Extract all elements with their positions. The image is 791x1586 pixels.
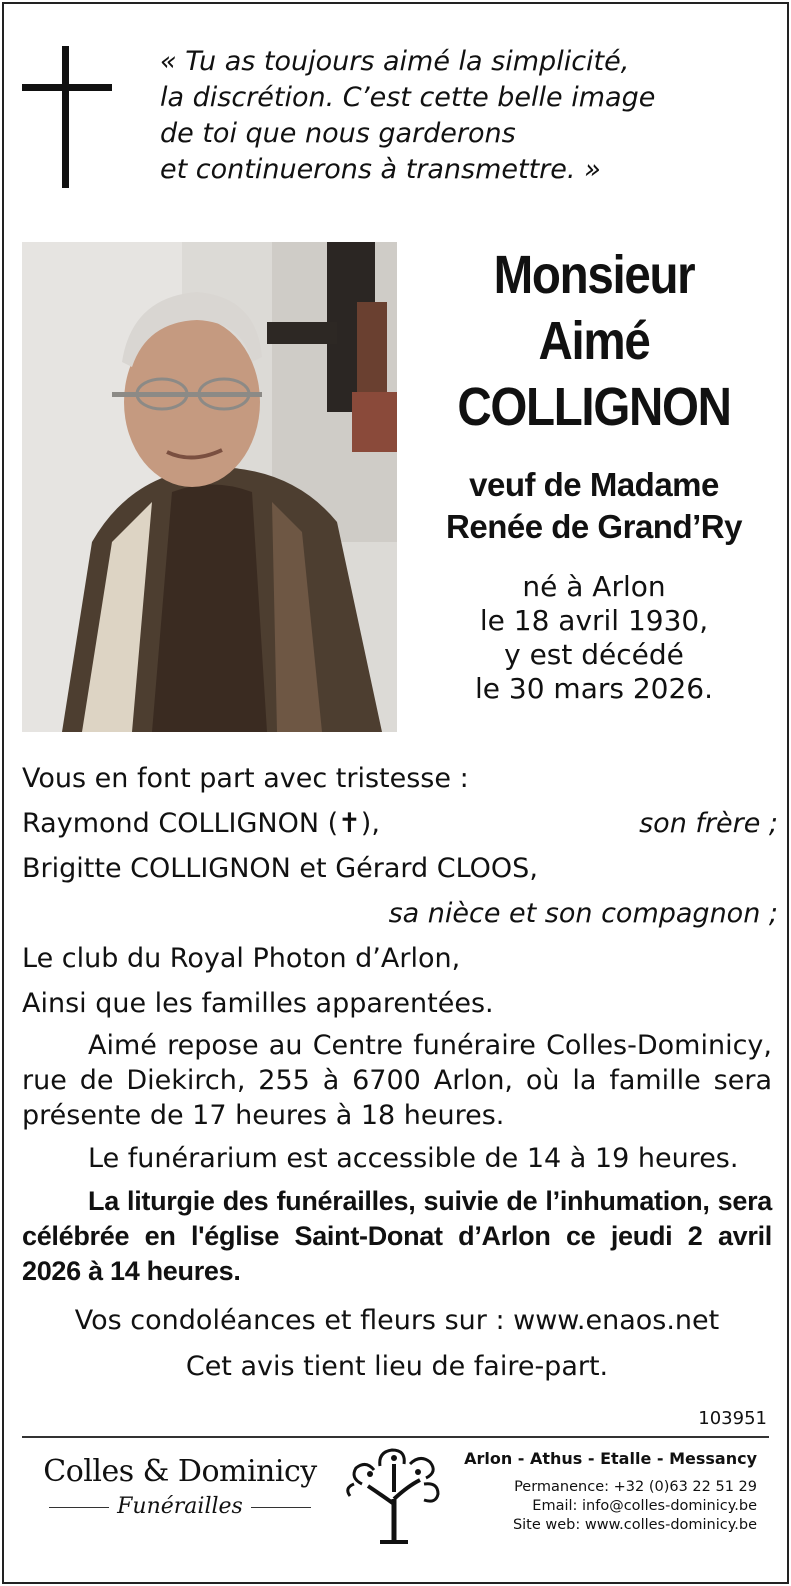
quote-line: de toi que nous garderons <box>160 118 516 149</box>
notice-line: Cet avis tient lieu de faire-part. <box>185 1351 609 1382</box>
contact-info <box>464 1446 757 1535</box>
family-member: Brigitte COLLIGNON et Gérard CLOOS, <box>22 853 538 884</box>
website-line: Site web: www.colles-dominicy.be <box>512 1517 757 1533</box>
condolences-line: Vos condoléances et fleurs sur : www.enaos.net <box>74 1305 720 1336</box>
name-line: Aimé <box>538 311 650 371</box>
footer-divider <box>22 1436 769 1438</box>
birth-death-info <box>409 570 779 706</box>
family-role: sa nièce et son compagnon ; <box>388 898 778 929</box>
divider <box>49 1507 109 1508</box>
family-member: Le club du Royal Photon d’Arlon, <box>22 943 461 974</box>
widow-line: veuf de Madame <box>469 466 719 503</box>
quote-line: et continuerons à transmettre. » <box>160 154 601 185</box>
liturgy-paragraph: La liturgie des funérailles, suivie de l’inhumation, sera célébrée en l'église Saint-Donat d’Arlon ce jeudi 2 avril 2026 à 14 heures. <box>22 1186 772 1286</box>
widow-line: Renée de Grand’Ry <box>446 508 742 545</box>
locations: Arlon - Athus - Etalle - Messancy <box>464 1449 757 1468</box>
announcement-body <box>22 756 778 1387</box>
birth-line: y est décédé <box>504 638 684 671</box>
deceased-identity <box>409 242 779 706</box>
name-line: Monsieur <box>493 245 695 305</box>
funerarium-paragraph: Le funérarium est accessible de 14 à 19 heures. <box>88 1143 739 1174</box>
family-intro: Vous en font part avec tristesse : <box>22 763 469 794</box>
family-member: Raymond COLLIGNON (✝), <box>22 808 380 839</box>
family-role: son frère ; <box>639 808 778 839</box>
email-line: Email: info@colles-dominicy.be <box>532 1498 757 1514</box>
cross-icon <box>22 46 112 188</box>
birth-line: né à Arlon <box>522 570 666 603</box>
portrait-photo <box>22 242 397 732</box>
family-row <box>22 801 778 846</box>
funeral-home-subtitle: Funérailles <box>117 1494 243 1519</box>
quote-line: la discrétion. C’est cette belle image <box>160 82 656 113</box>
family-member: Ainsi que les familles apparentées. <box>22 988 494 1019</box>
funeral-home-logo <box>40 1452 320 1522</box>
quote-line: « Tu as toujours aimé la simplicité, <box>160 46 630 77</box>
divider <box>251 1507 311 1508</box>
birth-line: le 30 mars 2026. <box>474 672 714 705</box>
name-line: COLLIGNON <box>457 377 731 437</box>
funeral-home-name: Colles & Dominicy <box>43 1454 317 1489</box>
birth-line: le 18 avril 1930, <box>479 604 709 637</box>
repose-paragraph: Aimé repose au Centre funéraire Colles-Dominicy, rue de Diekirch, 255 à 6700 Arlon, où la famille sera présente de 17 heures à 18 heures. <box>22 1030 772 1131</box>
epitaph-quote <box>160 44 760 188</box>
obituary-notice <box>2 2 789 1584</box>
reference-number: 103951 <box>698 1408 767 1429</box>
widow-of <box>409 464 779 548</box>
tree-logo-icon <box>340 1444 448 1544</box>
phone-line: Permanence: +32 (0)63 22 51 29 <box>514 1479 757 1495</box>
